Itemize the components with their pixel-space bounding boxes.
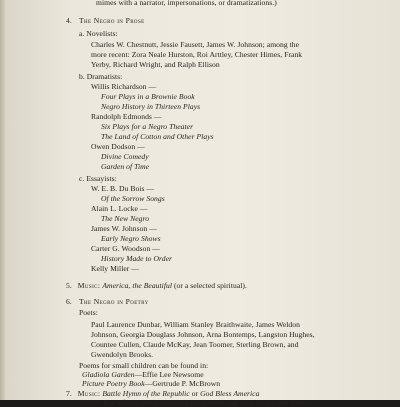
dramatist-work: The Land of Cotton and Other Plays [101,132,214,141]
essayist-author: Kelly Miller — [91,264,139,273]
children-book-author: —Gertrude P. McBrown [144,379,221,388]
novelists-label: a. Novelists: [79,29,118,38]
note-text: For information concerning the authors and their works see: [103,398,289,407]
children-book [82,370,204,379]
top-fragment-text: mimes with a narrator, impersonations, or dramatizations.) [96,0,277,7]
music-label: Music: [77,389,101,398]
dramatist-work: Divine Comedy [101,152,149,161]
music-rest: (or a selected spiritual). [173,281,247,290]
section-4-number: 4. [66,16,72,25]
section-5-number: 5. [66,281,72,290]
dramatist-work: Garden of Time [101,162,150,171]
essayist-work: History Made to Order [101,254,173,263]
music-title: God Bless America [200,389,260,398]
music-or: or [191,389,199,398]
essayist-author: Alain L. Locke — [91,204,148,213]
section-4-title: The Negro in Prose [79,16,145,25]
poets-line: Paul Laurence Dunbar, William Stanley Braithwaite, James Weldon [91,320,300,329]
music-label: Music: [77,281,101,290]
novelists-line: more recent: Zora Neale Hurston, Roi Arttley, Chester Himes, Frank [91,50,303,59]
section-7-number: 7. [66,389,72,398]
novelists-line: Charles W. Chestnutt, Jessie Fausett, James W. Johnson; among the [91,40,300,49]
dramatist-work: Negro History in Thirteen Plays [101,102,201,111]
note-tail: Ameri- [290,398,313,407]
dramatist-author: Owen Dodson — [91,142,145,151]
dramatists-label: b. Dramatists: [79,72,123,81]
essayists-label: c. Essayists: [79,174,117,183]
children-book [82,379,220,388]
dramatist-author: Randolph Edmonds — [91,112,162,121]
children-book-title: Gladiola Garden [82,370,135,379]
page-edge-shadow [0,0,6,400]
essayist-work: The New Negro [101,214,150,223]
poets-line: Gwendolyn Brooks. [91,350,154,359]
poets-line: Johnson, Georgia Douglass Johnson, Arna Bontemps, Langston Hughes, [91,330,315,339]
essayist-work: Of the Sorrow Songs [101,194,165,203]
essayist-author: W. E. B. Du Bois — [91,184,155,193]
children-poems-intro: Poems for small children can be found in: [79,361,209,370]
novelists-line: Yerby, Richard Wright, and Ralph Ellison [91,60,220,69]
children-book-title: Picture Poetry Book [82,379,145,388]
poets-label: Poets: [79,308,98,317]
essayist-author: Carter G. Woodson — [91,244,160,253]
note-label: NOTE: [79,398,102,407]
section-5-line [66,281,247,290]
children-book-author: —Effie Lee Newsome [134,370,204,379]
poets-line: Countee Cullen, Claude McKay, Jean Toomer, Sterling Brown, and [91,340,299,349]
dramatist-author: Willis Richardson — [91,82,157,91]
essayist-work: Early Negro Shows [101,234,161,243]
music-title: America, the Beautiful [102,281,172,290]
essayist-author: James W. Johnson — [91,224,157,233]
dramatist-work: Six Plays for a Negro Theater [101,122,194,131]
dramatist-work: Four Plays in a Brownie Book [101,92,195,101]
section-6-title: The Negro in Poetry [79,297,149,306]
note-line [79,398,312,407]
section-6-number: 6. [66,297,72,306]
section-7-line [66,389,259,398]
music-title: Battle Hymn of the Republic [102,389,190,398]
